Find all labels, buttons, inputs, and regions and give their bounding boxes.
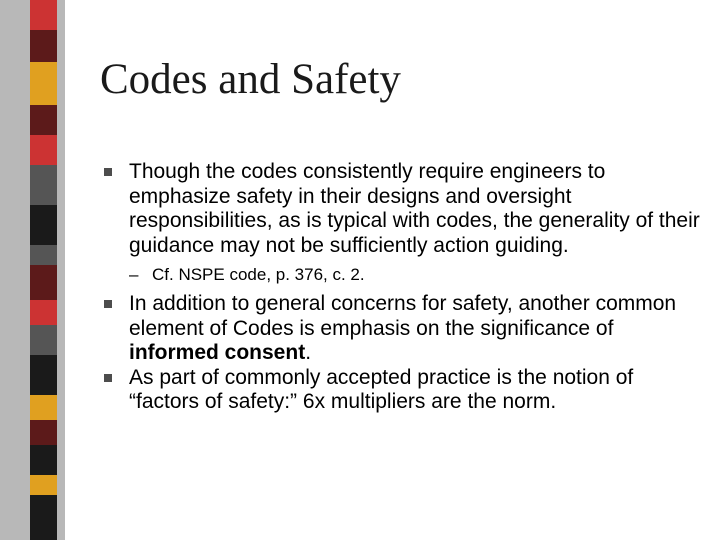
stripe-block: [30, 395, 57, 420]
bullet-item: [104, 160, 704, 258]
stripe-blocks: [30, 0, 57, 540]
bullet-item: [104, 292, 704, 366]
dash-bullet: –: [129, 265, 139, 284]
square-bullet-icon: [104, 168, 112, 176]
bullet-item: [104, 366, 704, 415]
bullet-text: Though the codes consistently require engineers to emphasize safety in their designs and oversight responsibilities, as is typical with codes, the generality of their guidance may not be sufficiently action guiding.: [129, 160, 700, 257]
stripe-block: [30, 0, 57, 30]
stripe-block: [30, 325, 57, 355]
square-bullet-icon: [104, 300, 112, 308]
stripe-block: [30, 420, 57, 445]
bullet-text-before: In addition to general concerns for safety, another common element of Codes is emphasis on the significance of: [129, 292, 677, 340]
slide-title: Codes and Safety: [100, 56, 401, 103]
square-bullet-icon: [104, 374, 112, 382]
stripe-block: [30, 30, 57, 62]
slide-body: [104, 160, 704, 415]
stripe-block: [30, 245, 57, 265]
bullet-text: As part of commonly accepted practice is the notion of “factors of safety:” 6x multipliers are the norm.: [129, 365, 634, 413]
stripe-block: [30, 205, 57, 245]
stripe-block: [30, 165, 57, 205]
decorative-stripe: [0, 0, 65, 540]
sub-bullet-item: [104, 263, 704, 287]
stripe-block: [30, 265, 57, 300]
stripe-block: [30, 475, 57, 495]
stripe-block: [30, 495, 57, 540]
bullet-text: [129, 292, 676, 364]
bullet-text-after: .: [305, 341, 312, 364]
stripe-block: [30, 135, 57, 165]
stripe-block: [30, 355, 57, 395]
stripe-block: [30, 105, 57, 135]
stripe-block: [30, 300, 57, 325]
bullet-text-emphasis: informed consent: [129, 341, 306, 364]
sub-bullet-text: Cf. NSPE code, p. 376, c. 2.: [152, 265, 365, 284]
stripe-block: [30, 62, 57, 105]
stripe-block: [30, 445, 57, 475]
